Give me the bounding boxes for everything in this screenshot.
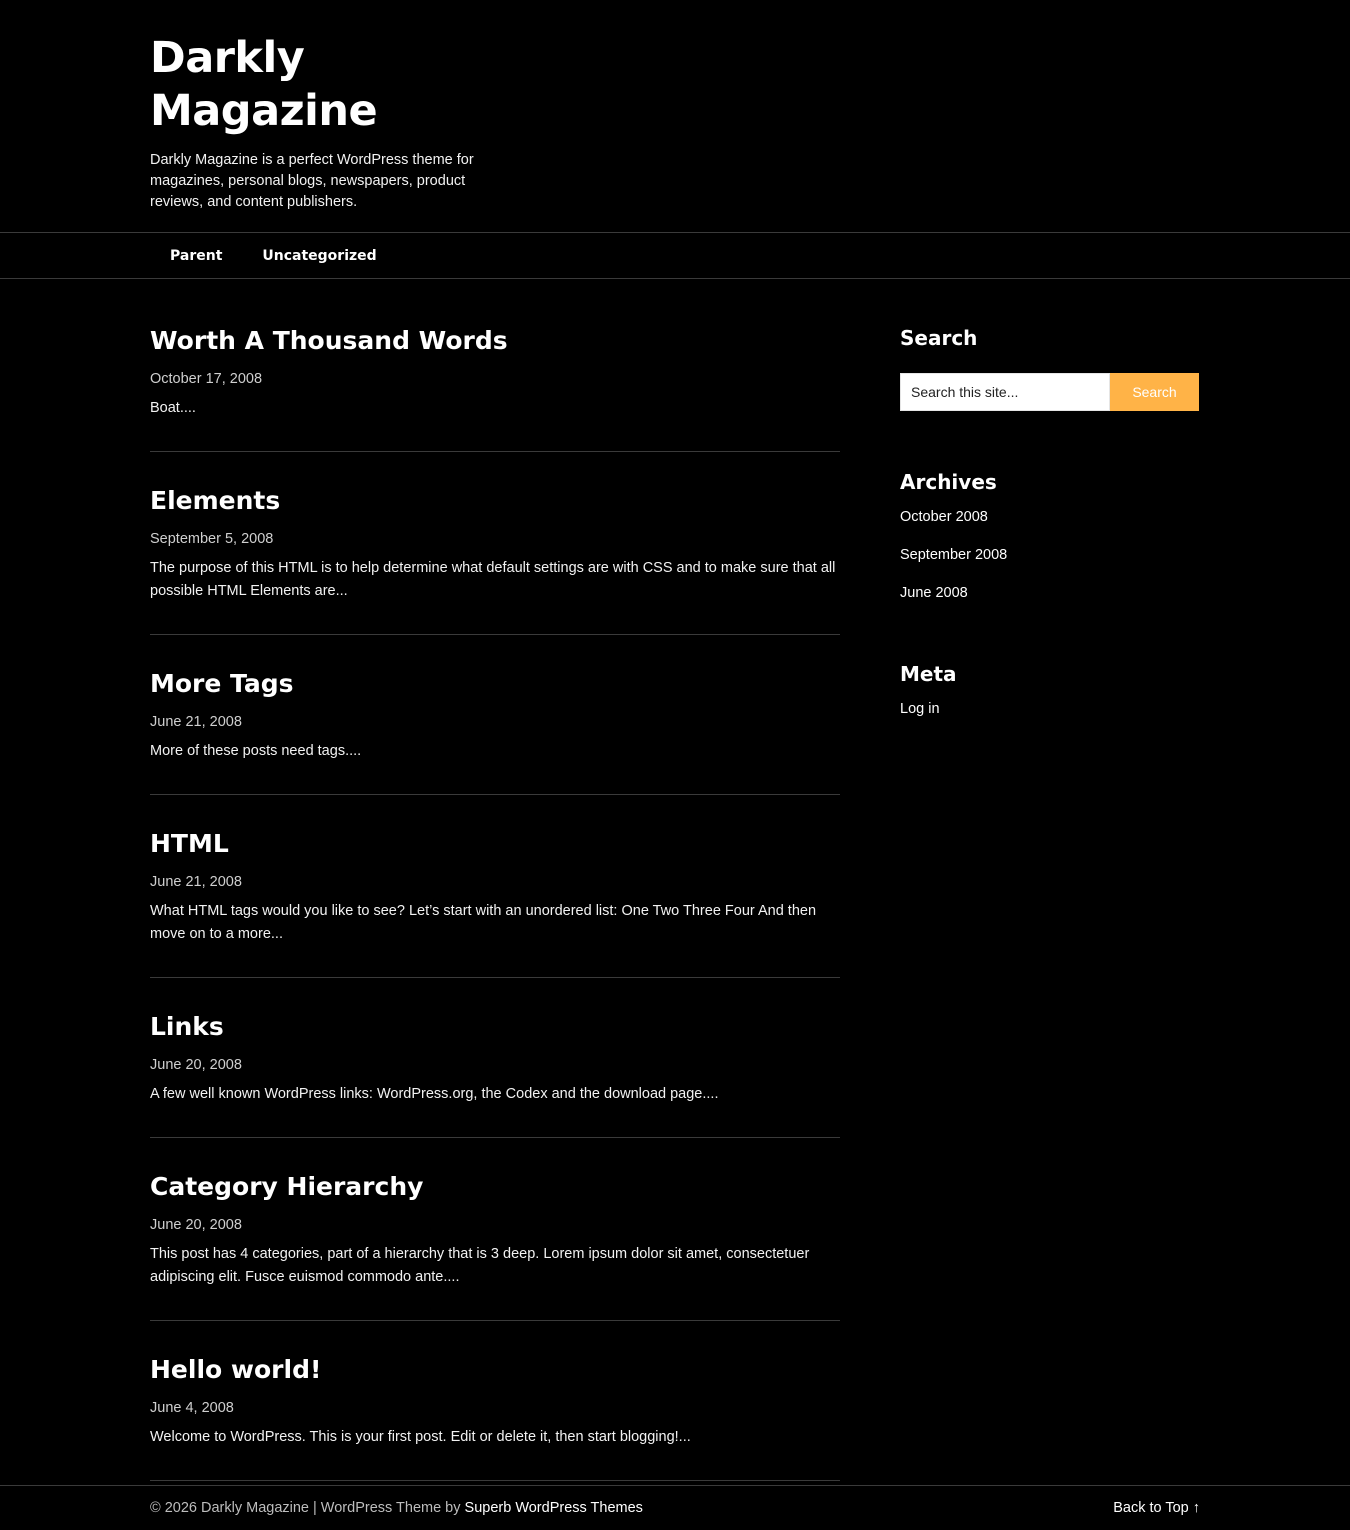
search-input[interactable] bbox=[900, 373, 1110, 411]
post-item bbox=[150, 1354, 840, 1481]
post-item bbox=[150, 828, 840, 978]
post-title[interactable]: Links bbox=[150, 1012, 224, 1041]
post-date: June 20, 2008 bbox=[150, 1057, 242, 1073]
site-footer bbox=[0, 1485, 1350, 1530]
post-title[interactable]: Hello world! bbox=[150, 1355, 322, 1384]
search-button[interactable]: Search bbox=[1110, 373, 1199, 411]
post-date: June 21, 2008 bbox=[150, 874, 242, 890]
post-date: October 17, 2008 bbox=[150, 371, 263, 387]
footer-credits bbox=[150, 1500, 643, 1516]
widget-title-archives: Archives bbox=[900, 470, 997, 494]
search-form bbox=[900, 373, 1200, 411]
post-excerpt: A few well known WordPress links: WordPress.org, the Codex and the download page.... bbox=[150, 1086, 719, 1102]
post-item bbox=[150, 668, 840, 795]
archive-link[interactable]: October 2008 bbox=[900, 509, 988, 525]
post-list bbox=[150, 325, 840, 1514]
post-item bbox=[150, 485, 840, 635]
footer-copyright: © 2026 Darkly Magazine | WordPress Theme by bbox=[150, 1500, 461, 1516]
post-excerpt: Boat.... bbox=[150, 400, 196, 416]
back-to-top-link[interactable]: Back to Top ↑ bbox=[1113, 1500, 1200, 1516]
widget-title-meta: Meta bbox=[900, 662, 957, 686]
post-title[interactable]: HTML bbox=[150, 829, 229, 858]
site-title[interactable]: Darkly Magazine bbox=[150, 33, 378, 136]
post-date: September 5, 2008 bbox=[150, 531, 274, 547]
archive-link[interactable]: September 2008 bbox=[900, 547, 1008, 563]
post-excerpt: This post has 4 categories, part of a hierarchy that is 3 deep. Lorem ipsum dolor sit amet, consectetuer adipiscing elit. Fusce euismod commodo ante.... bbox=[150, 1246, 810, 1285]
post-item bbox=[150, 1171, 840, 1321]
post-excerpt: The purpose of this HTML is to help determine what default settings are with CSS and to make sure that all possible HTML Elements are... bbox=[150, 560, 836, 599]
widget-title-search: Search bbox=[900, 326, 978, 350]
nav-item-uncategorized[interactable]: Uncategorized bbox=[262, 247, 377, 264]
main-navigation bbox=[0, 232, 1350, 279]
post-item bbox=[150, 325, 840, 452]
site-description: Darkly Magazine is a perfect WordPress theme for magazines, personal blogs, newspapers, product reviews, and content publishers. bbox=[150, 152, 474, 210]
post-item bbox=[150, 1011, 840, 1138]
post-excerpt: What HTML tags would you like to see? Let’s start with an unordered list: One Two Three Four And then move on to a more... bbox=[150, 903, 817, 942]
post-title[interactable]: Elements bbox=[150, 486, 281, 515]
footer-theme-link[interactable]: Superb WordPress Themes bbox=[464, 1500, 643, 1516]
post-title[interactable]: Worth A Thousand Words bbox=[150, 326, 508, 355]
post-excerpt: Welcome to WordPress. This is your first post. Edit or delete it, then start blogging!... bbox=[150, 1429, 691, 1445]
post-excerpt: More of these posts need tags.... bbox=[150, 743, 362, 759]
post-date: June 21, 2008 bbox=[150, 714, 242, 730]
post-title[interactable]: Category Hierarchy bbox=[150, 1172, 424, 1201]
post-date: June 4, 2008 bbox=[150, 1400, 234, 1416]
post-date: June 20, 2008 bbox=[150, 1217, 242, 1233]
archives-widget bbox=[900, 469, 1200, 603]
meta-widget bbox=[900, 661, 1200, 719]
site-header bbox=[0, 0, 1350, 232]
sidebar bbox=[900, 325, 1200, 1514]
post-title[interactable]: More Tags bbox=[150, 669, 294, 698]
nav-item-parent[interactable]: Parent bbox=[170, 247, 223, 264]
login-link[interactable]: Log in bbox=[900, 701, 940, 717]
archive-link[interactable]: June 2008 bbox=[900, 585, 968, 601]
search-widget bbox=[900, 325, 1200, 411]
